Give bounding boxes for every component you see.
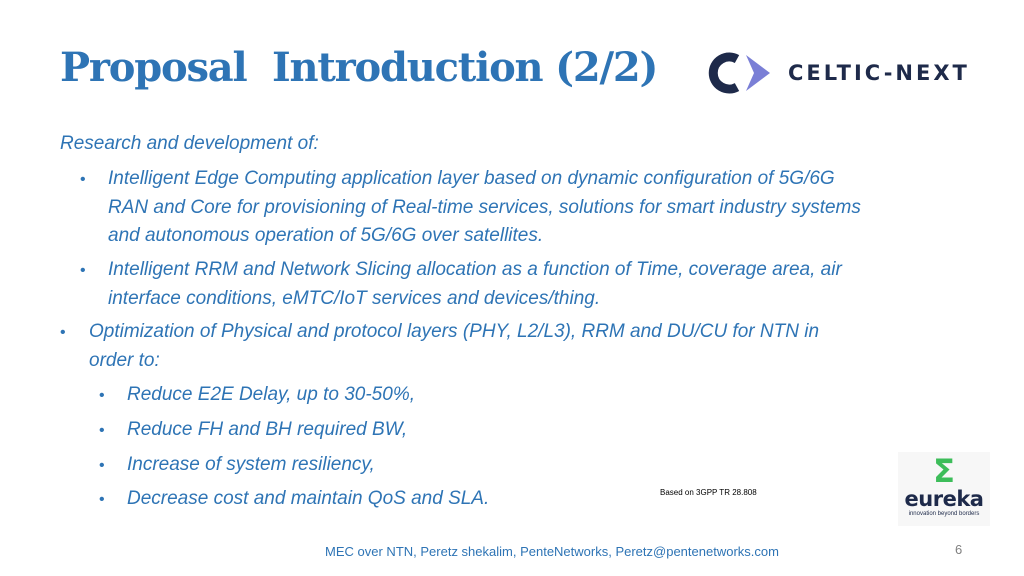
celtic-next-symbol-icon — [704, 50, 776, 96]
list-item-line: and autonomous operation of 5G/6G over satellites. — [108, 225, 544, 246]
list-item — [89, 318, 819, 375]
list-item — [108, 256, 842, 313]
list-item: Increase of system resiliency, — [127, 454, 375, 475]
list-item-line: RAN and Core for provisioning of Real-time services, solutions for smart industry systems — [108, 196, 861, 218]
bullet-marker: • — [99, 457, 105, 474]
list-item: Decrease cost and maintain QoS and SLA. — [127, 488, 490, 509]
bullet-marker: • — [80, 262, 86, 279]
list-item — [108, 165, 861, 251]
bullet-marker: • — [60, 324, 66, 341]
list-item-line: Intelligent RRM and Network Slicing allocation as a function of Time, coverage area, air — [108, 259, 842, 280]
list-item-line: order to: — [89, 349, 160, 371]
slide-footer: MEC over NTN, Peretz shekalim, PenteNetworks, Peretz@pentenetworks.com — [325, 544, 779, 559]
bullet-marker: • — [99, 491, 105, 508]
celtic-next-wordmark: CELTIC-NEXT — [788, 61, 970, 85]
slide-title: Proposal Introduction (2/2) — [60, 44, 658, 91]
bullet-marker: • — [80, 171, 86, 188]
eureka-tagline: innovation beyond borders — [908, 511, 980, 517]
list-item: Reduce E2E Delay, up to 30-50%, — [127, 384, 415, 405]
celtic-next-logo — [704, 48, 1004, 98]
intro-text: Research and development of: — [60, 133, 319, 154]
list-item: Reduce FH and BH required BW, — [127, 419, 408, 440]
list-item-line: interface conditions, eMTC/IoT services and devices/thing. — [108, 287, 601, 309]
eureka-wordmark: eureka — [904, 487, 984, 511]
list-item-line: Intelligent Edge Computing application layer based on dynamic configuration of 5G/6G — [108, 168, 835, 189]
page-number: 6 — [955, 542, 963, 557]
footnote: Based on 3GPP TR 28.808 — [660, 488, 757, 497]
bullet-marker: • — [99, 422, 105, 439]
bullet-marker: • — [99, 387, 105, 404]
eureka-logo — [898, 452, 990, 526]
eureka-sigma-icon: Σ — [933, 452, 955, 490]
list-item-line: Optimization of Physical and protocol layers (PHY, L2/L3), RRM and DU/CU for NTN in — [89, 321, 820, 342]
